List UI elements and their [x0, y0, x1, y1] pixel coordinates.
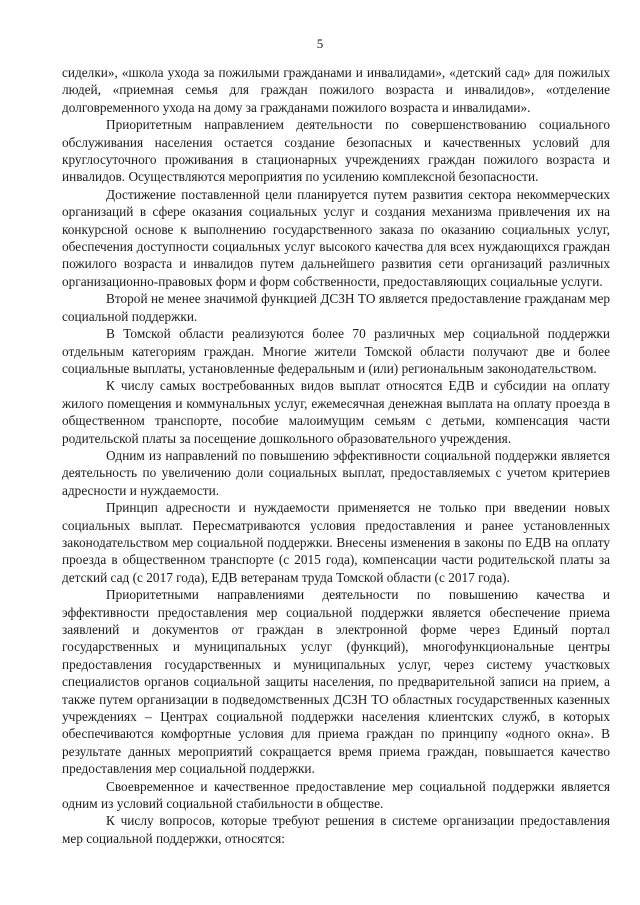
paragraph: В Томской области реализуются более 70 различных мер социальной поддержки отдельным категориям граждан. Многие жители Томской области получают две и более социальные выплаты, установленные федеральным и (или) региональным законодательством.: [62, 326, 610, 376]
paragraph: К числу вопросов, которые требуют решения в системе организации предоставления мер социальной поддержки, относятся:: [62, 813, 610, 846]
paragraph: Второй не менее значимой функцией ДСЗН ТО является предоставление гражданам мер социальной поддержки.: [62, 291, 610, 324]
paragraph: Одним из направлений по повышению эффективности социальной поддержки является деятельность по увеличению доли социальных выплат, предоставляемых с учетом критериев адресности и нуждаемости.: [62, 447, 610, 498]
paragraph-continuation: сиделки», «школа ухода за пожилыми гражданами и инвалидами», «детский сад» для пожилых людей, «приемная семья для граждан пожилого возраста и инвалидов», «отделение долговременного ухода на дому за гражданами пожилого возраста и инвалидами».: [62, 65, 610, 115]
paragraph: Приоритетными направлениями деятельности по повышению качества и эффективности предоставления мер социальной поддержки является обеспечение приема заявлений и документов от граждан в электронной форме через Единый портал государственных и муниципальных услуг (функций), многофункциональные центры предоставления государственных и муниципальных услуг, через систему участковых специалистов органов социальной защиты населения, по предварительной записи на прием, а также путем организации в подведомственных ДСЗН ТО областных государственных казенных учреждениях – Центрах социальной поддержки населения клиентских служб, в которых обеспечиваются комфортные условия для приема граждан по принципу «одного окна». В результате данных мероприятий сокращается время приема граждан, повышается качество предоставления мер социальной поддержки.: [62, 587, 610, 777]
paragraph: Своевременное и качественное предоставление мер социальной поддержки является одним из условий социальной стабильности в обществе.: [62, 778, 610, 812]
body-text: [62, 64, 610, 847]
paragraph: Принцип адресности и нуждаемости применяется не только при введении новых социальных выплат. Пересматриваются условия предоставления и ранее установленных законодательством мер социальной поддержки. Внесены изменения в законы по ЕДВ на оплату проезда в общественном транспорте (с 2015 года), компенсации части родительской платы за детский сад (с 2017 года), ЕДВ ветеранам труда Томской области (с 2017 года).: [62, 500, 610, 585]
paragraph: К числу самых востребованных видов выплат относятся ЕДВ и субсидии на оплату жилого помещения и коммунальных услуг, ежемесячная денежная выплата на оплату проезда в общественном транспорте, пособие малоимущим семьям с детьми, компенсация части родительской платы за посещение дошкольного образовательного учреждения.: [62, 378, 610, 446]
page-number: 5: [316, 36, 324, 51]
paragraph: Приоритетным направлением деятельности по совершенствованию социального обслуживания населения остается создание безопасных и качественных условий для круглосуточного проживания в стационарных учреждениях граждан пожилого возраста и инвалидов. Осуществляются мероприятия по усилению комплексной безопасности.: [62, 117, 610, 185]
paragraph: Достижение поставленной цели планируется путем развития сектора некоммерческих организаций в сфере оказания социальных услуг и создания механизма привлечения их на конкурсной основе к выполнению государственного заказа по оказанию социальных услуг, обеспечения доступности социальных услуг высокого качества для всех нуждающихся граждан пожилого возраста и инвалидов путем дальнейшего развития сети организаций различных организационно-правовых форм и форм собственности, предоставляющих социальные услуги.: [62, 186, 610, 289]
